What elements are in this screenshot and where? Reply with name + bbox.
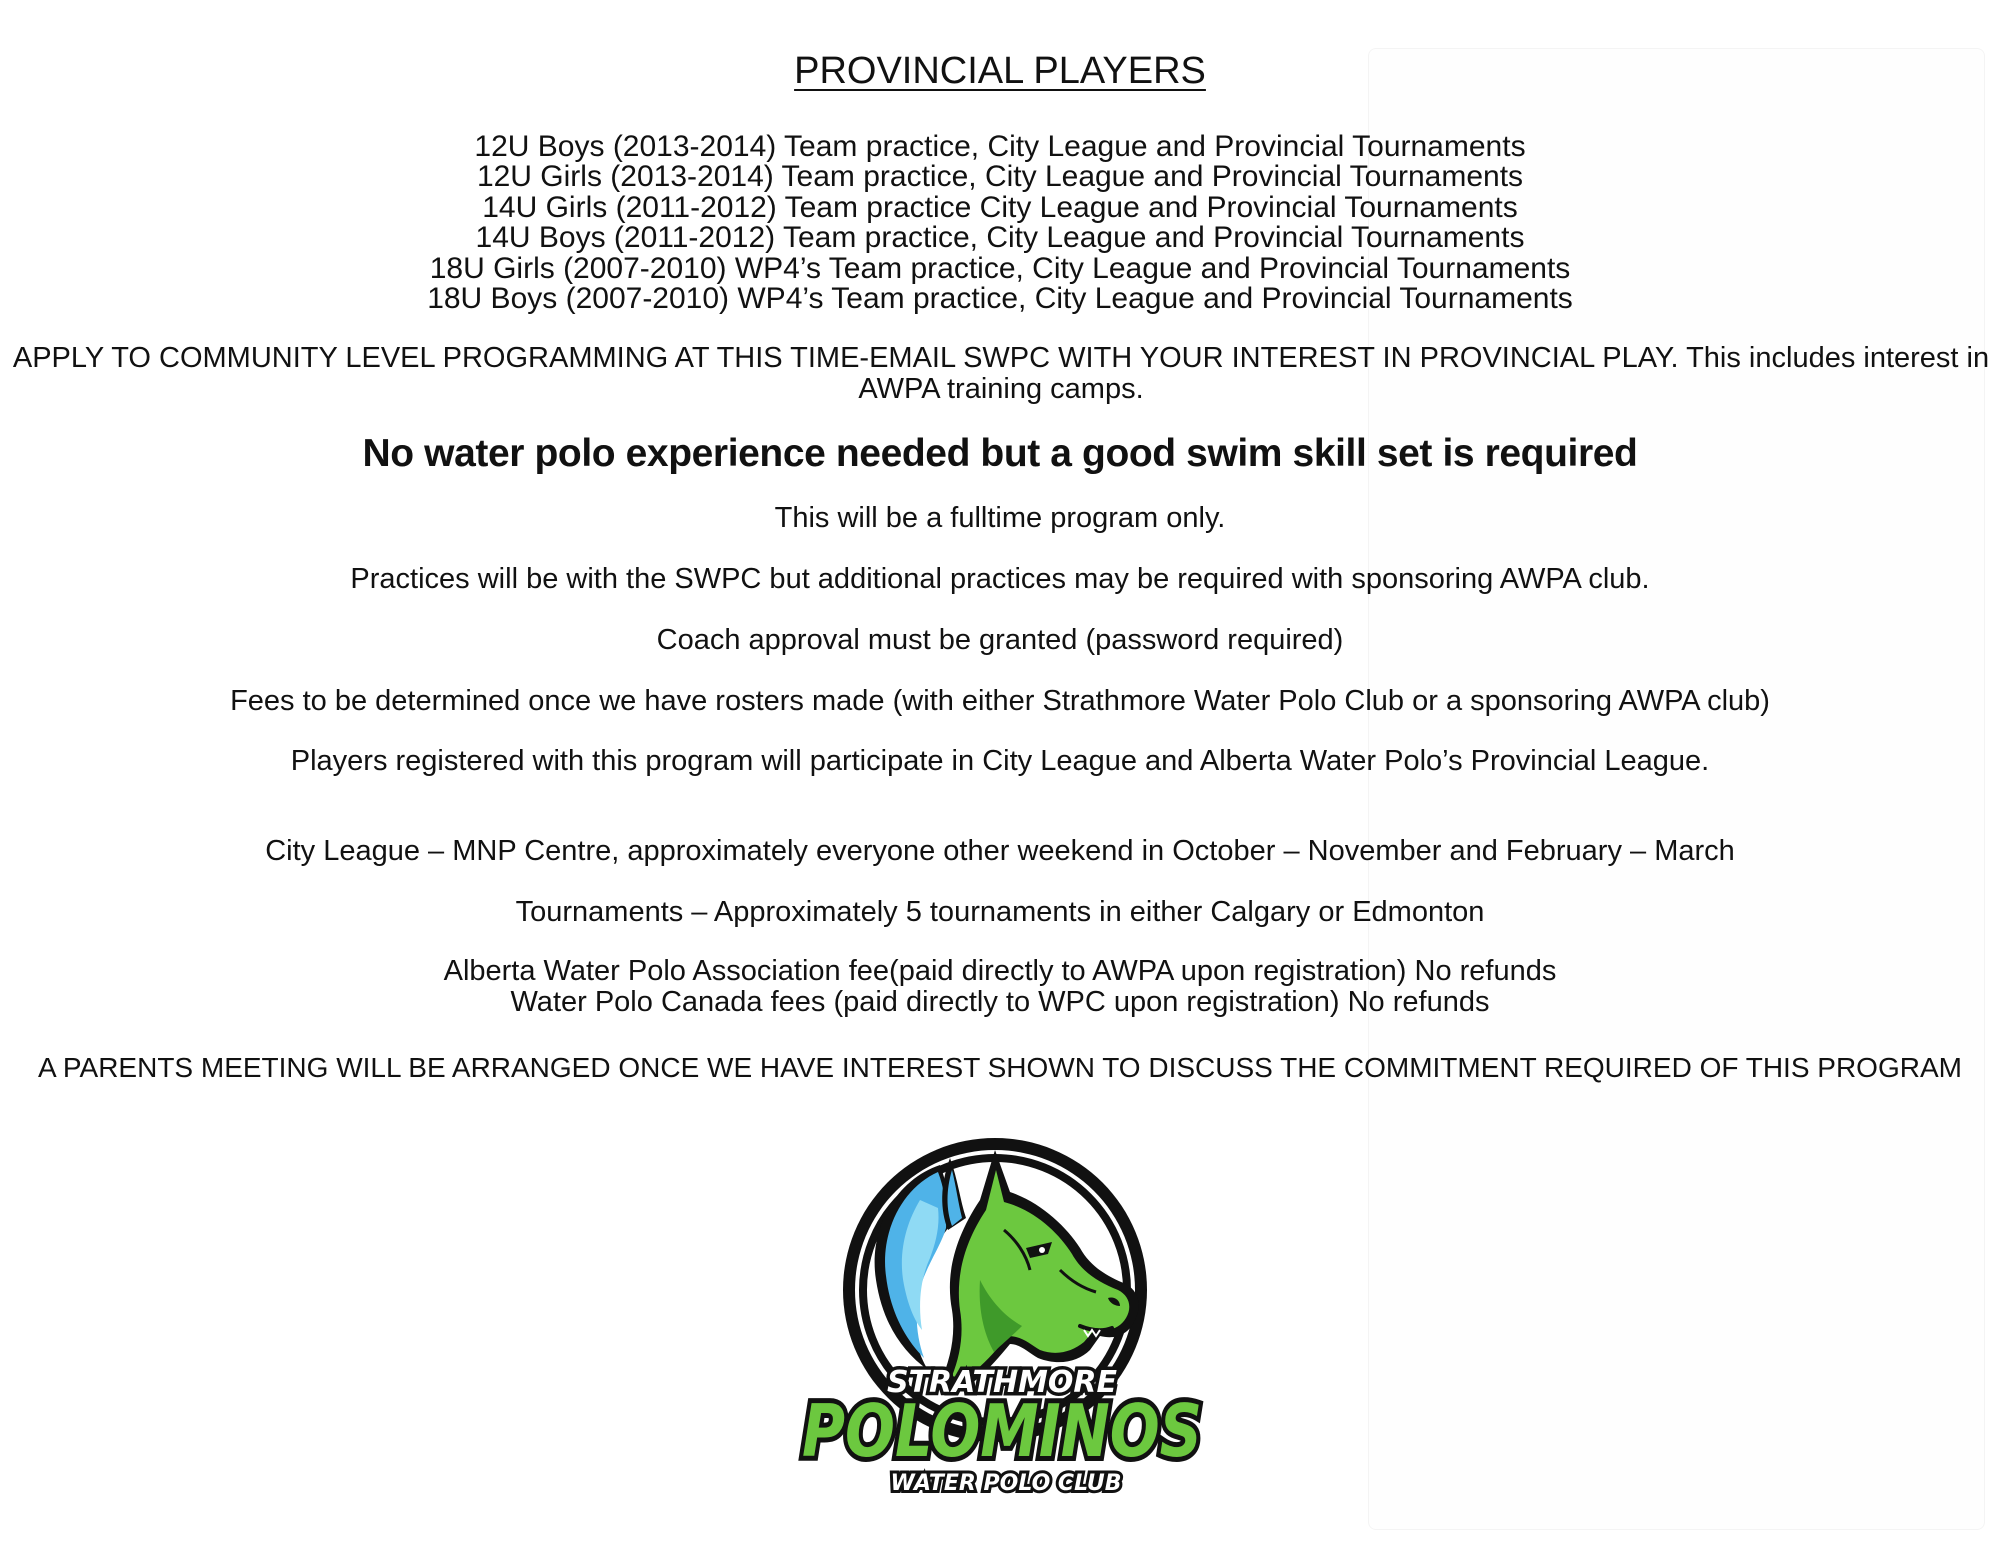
logo-line-strathmore: STRATHMORE — [886, 1365, 1118, 1400]
apply-notice: APPLY TO COMMUNITY LEVEL PROGRAMMING AT THIS TIME-EMAIL SWPC WITH YOUR INTEREST IN PROVINCIAL PLAY. This includes interest in AWPA training camps. — [12, 342, 1990, 405]
fees-note: Fees to be determined once we have rosters made (with either Strathmore Water Polo Club or a sponsoring AWPA club) — [230, 685, 1770, 717]
association-fees-list — [0, 956, 2000, 1018]
parents-meeting-notice: A PARENTS MEETING WILL BE ARRANGED ONCE WE HAVE INTEREST SHOWN TO DISCUSS THE COMMITMENT REQUIRED OF THIS PROGRAM — [38, 1052, 1962, 1083]
experience-headline: No water polo experience needed but a good swim skill set is required — [362, 432, 1638, 475]
fulltime-note: This will be a fulltime program only. — [774, 502, 1226, 534]
team-item: 14U Girls (2011-2012) Team practice City League and Provincial Tournaments — [482, 190, 1518, 224]
league-participation-note: Players registered with this program will participate in City League and Alberta Water Polo’s Provincial League. — [290, 745, 1710, 777]
team-item: 12U Boys (2013-2014) Team practice, City League and Provincial Tournaments — [474, 130, 1526, 163]
team-item: 18U Girls (2007-2010) WP4’s Team practice, City League and Provincial Tournaments — [429, 251, 1571, 285]
city-league-note: City League – MNP Centre, approximately everyone other weekend in October – November and February – March — [265, 835, 1735, 867]
team-item: 14U Boys (2011-2012) Team practice, City League and Provincial Tournaments — [475, 221, 1525, 255]
team-item: 18U Boys (2007-2010) WP4’s Team practice, City League and Provincial Tournaments — [427, 282, 1573, 316]
logo-line-water-polo-club: WATER POLO CLUB — [890, 1471, 1122, 1496]
coach-approval-note: Coach approval must be granted (password required) — [656, 624, 1344, 656]
team-list — [0, 132, 2000, 314]
page-title: PROVINCIAL PLAYERS — [794, 50, 1206, 92]
team-item: 12U Girls (2013-2014) Team practice, City League and Provincial Tournaments — [476, 160, 1524, 194]
practices-note: Practices will be with the SWPC but additional practices may be required with sponsoring AWPA club. — [350, 563, 1650, 595]
logo-line-polominos: POLOMINOS — [802, 1389, 1202, 1473]
association-fee-item: Water Polo Canada fees (paid directly to WPC upon registration) No refunds — [510, 986, 1490, 1018]
tournaments-note: Tournaments – Approximately 5 tournaments in either Calgary or Edmonton — [515, 896, 1485, 928]
association-fee-item: Alberta Water Polo Association fee(paid directly to AWPA upon registration) No refunds — [443, 955, 1557, 987]
horse-head-logo-icon — [790, 1130, 1215, 1500]
